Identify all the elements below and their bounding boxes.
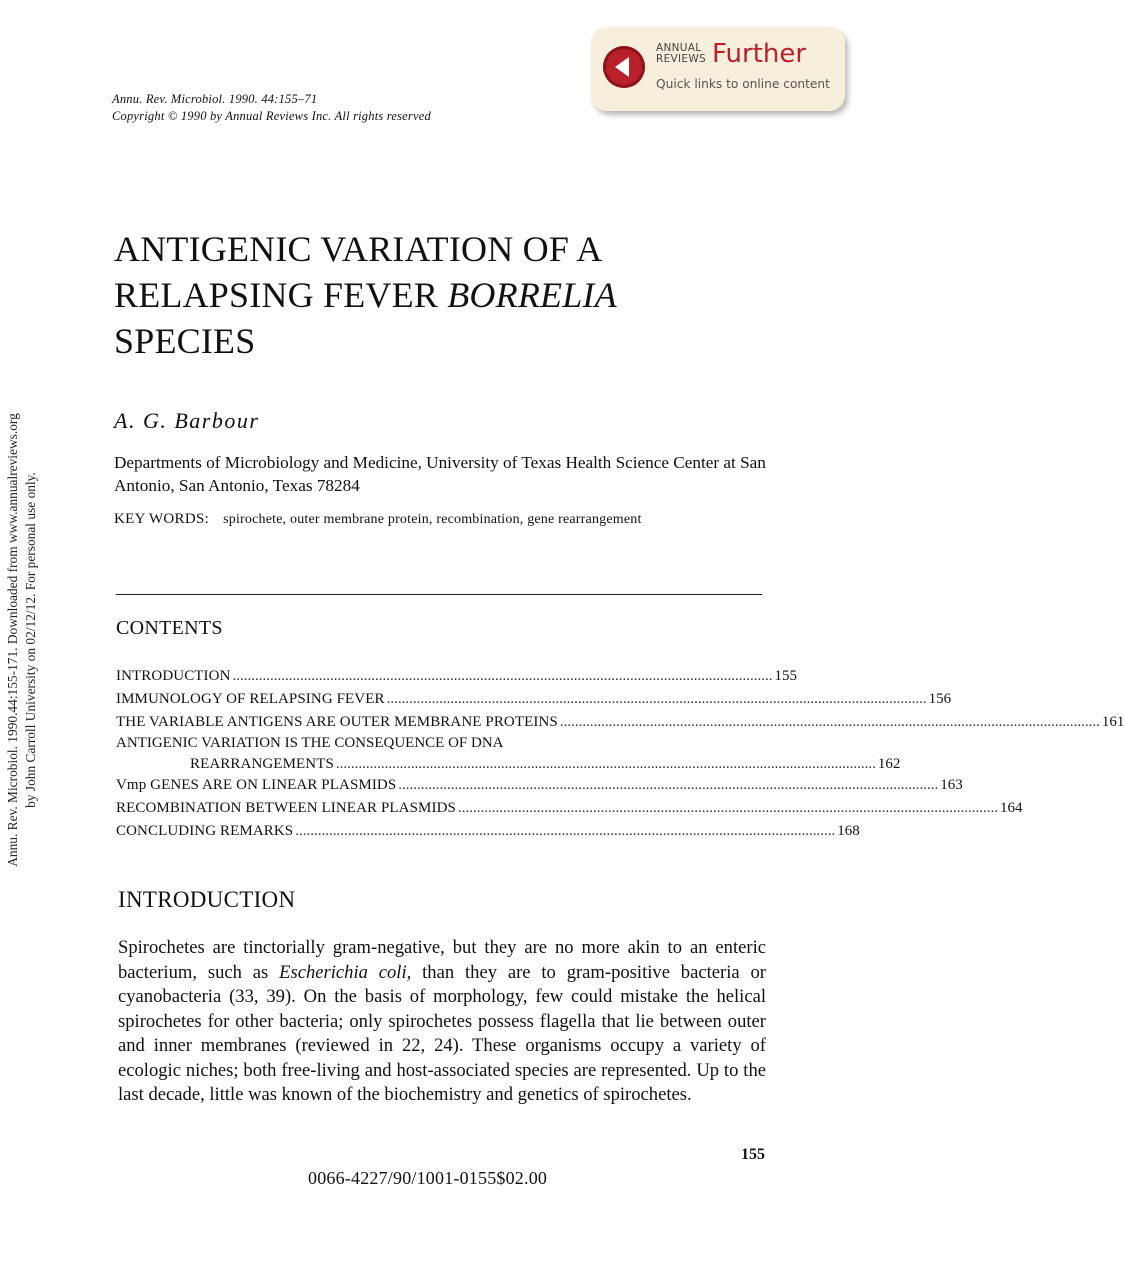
toc-entry-vmp-genes[interactable] [116,774,963,797]
article-title [114,226,617,364]
badge-reviews-label: REVIEWS [656,53,706,65]
toc-leader-dots: ................................................................................................................................................ [457,800,998,816]
title-line-2 [114,272,617,318]
toc-entry-label: INTRODUCTION [116,668,231,684]
table-of-contents [116,665,1124,843]
intro-text-italic: Escherichia coli, [279,961,412,983]
toc-entry-variable-antigens[interactable] [116,711,1124,734]
toc-entry-immunology[interactable] [116,688,952,711]
badge-further-label: Further [712,39,807,69]
toc-entry-label: Vmp GENES ARE ON LINEAR PLASMIDS [116,777,397,793]
badge-tagline: Quick links to online content [656,77,830,91]
back-arrow-circle-icon[interactable] [603,46,645,88]
keywords-label: KEY WORDS: [114,511,210,527]
toc-entry-label: THE VARIABLE ANTIGENS ARE OUTER MEMBRANE PROTEINS [116,714,558,730]
toc-entry-label: REARRANGEMENTS [190,756,334,772]
toc-entry-page: 155 [774,668,798,684]
toc-entry-page: 168 [837,823,860,839]
intro-text-part1: Spirochetes are tinctorially gram-negative, but they are no more akin to an enteric bacterium, such as [118,937,766,983]
intro-text-part2: than they are to gram-positive bacteria or cyanobacteria (33, 39). On the basis of morphology, few could mistake the helical spirochetes for other bacteria; only spirochetes possess flagella that lie between outer and inner membranes (reviewed in 22, 24). These organisms occupy a variety of ecologic niches; both free-living and host-associated species are represented. Up to the last decade, little was known of the biochemistry and genetics of spirochetes. [118,961,766,1105]
article-code: 0066-4227/90/1001-0155$02.00 [308,1168,548,1188]
toc-entry-page: 164 [999,800,1023,816]
toc-entry-introduction[interactable] [116,665,798,688]
title-line-3: SPECIES [114,321,256,361]
contents-heading: CONTENTS [116,617,223,639]
keywords [114,511,642,528]
toc-entry-recombination[interactable] [116,797,1023,820]
download-stamp-line1: Annu. Rev. Microbiol. 1990.44:155-171. Downloaded from www.annualreviews.org [5,413,20,867]
toc-entry-page: 156 [928,691,952,707]
section-divider [116,594,762,595]
further-badge[interactable] [591,27,845,111]
title-line-2-plain: RELAPSING FEVER [114,275,448,315]
author-name: A. G. Barbour [114,408,260,433]
page-number: 155 [741,1146,765,1163]
toc-entry-page: 162 [877,756,901,772]
introduction-paragraph [118,936,766,1108]
toc-leader-dots: ................................................................................................................................................ [335,756,876,772]
toc-entry-label: CONCLUDING REMARKS [116,823,294,839]
toc-entry-page: 163 [940,777,963,793]
toc-leader-dots: ................................................................................................................................................ [386,691,927,707]
toc-leader-dots: ................................................................................................................................................ [559,714,1100,730]
journal-citation: Annu. Rev. Microbiol. 1990. 44:155–71 [112,92,318,106]
toc-leader-dots: ................................................................................................................................................ [398,777,939,793]
title-line-2-italic: BORRELIA [447,275,617,315]
title-line-1: ANTIGENIC VARIATION OF A [114,229,603,269]
author-affiliation: Departments of Microbiology and Medicine, University of Texas Health Science Center at San Antonio, San Antonio, Texas 78284 [114,453,766,495]
keywords-list: spirochete, outer membrane protein, recombination, gene rearrangement [223,512,642,527]
copyright-line: Copyright © 1990 by Annual Reviews Inc. All rights reserved [112,109,431,123]
toc-entry-antigenic-variation[interactable] [116,734,901,774]
toc-entry-label: RECOMBINATION BETWEEN LINEAR PLASMIDS [116,800,456,816]
toc-entry-page: 161 [1101,714,1124,730]
toc-leader-dots: ................................................................................................................................................ [232,668,773,684]
badge-annual-label: ANNUAL [656,42,702,54]
introduction-heading: INTRODUCTION [118,887,296,912]
toc-entry-label-line1: ANTIGENIC VARIATION IS THE CONSEQUENCE OF DNA [116,735,504,751]
toc-entry-concluding-remarks[interactable] [116,820,860,843]
download-stamp-line2: by John Carroll University on 02/12/12. For personal use only. [23,472,38,808]
toc-leader-dots: ................................................................................................................................................ [295,823,836,839]
toc-entry-label: IMMUNOLOGY OF RELAPSING FEVER [116,691,385,707]
